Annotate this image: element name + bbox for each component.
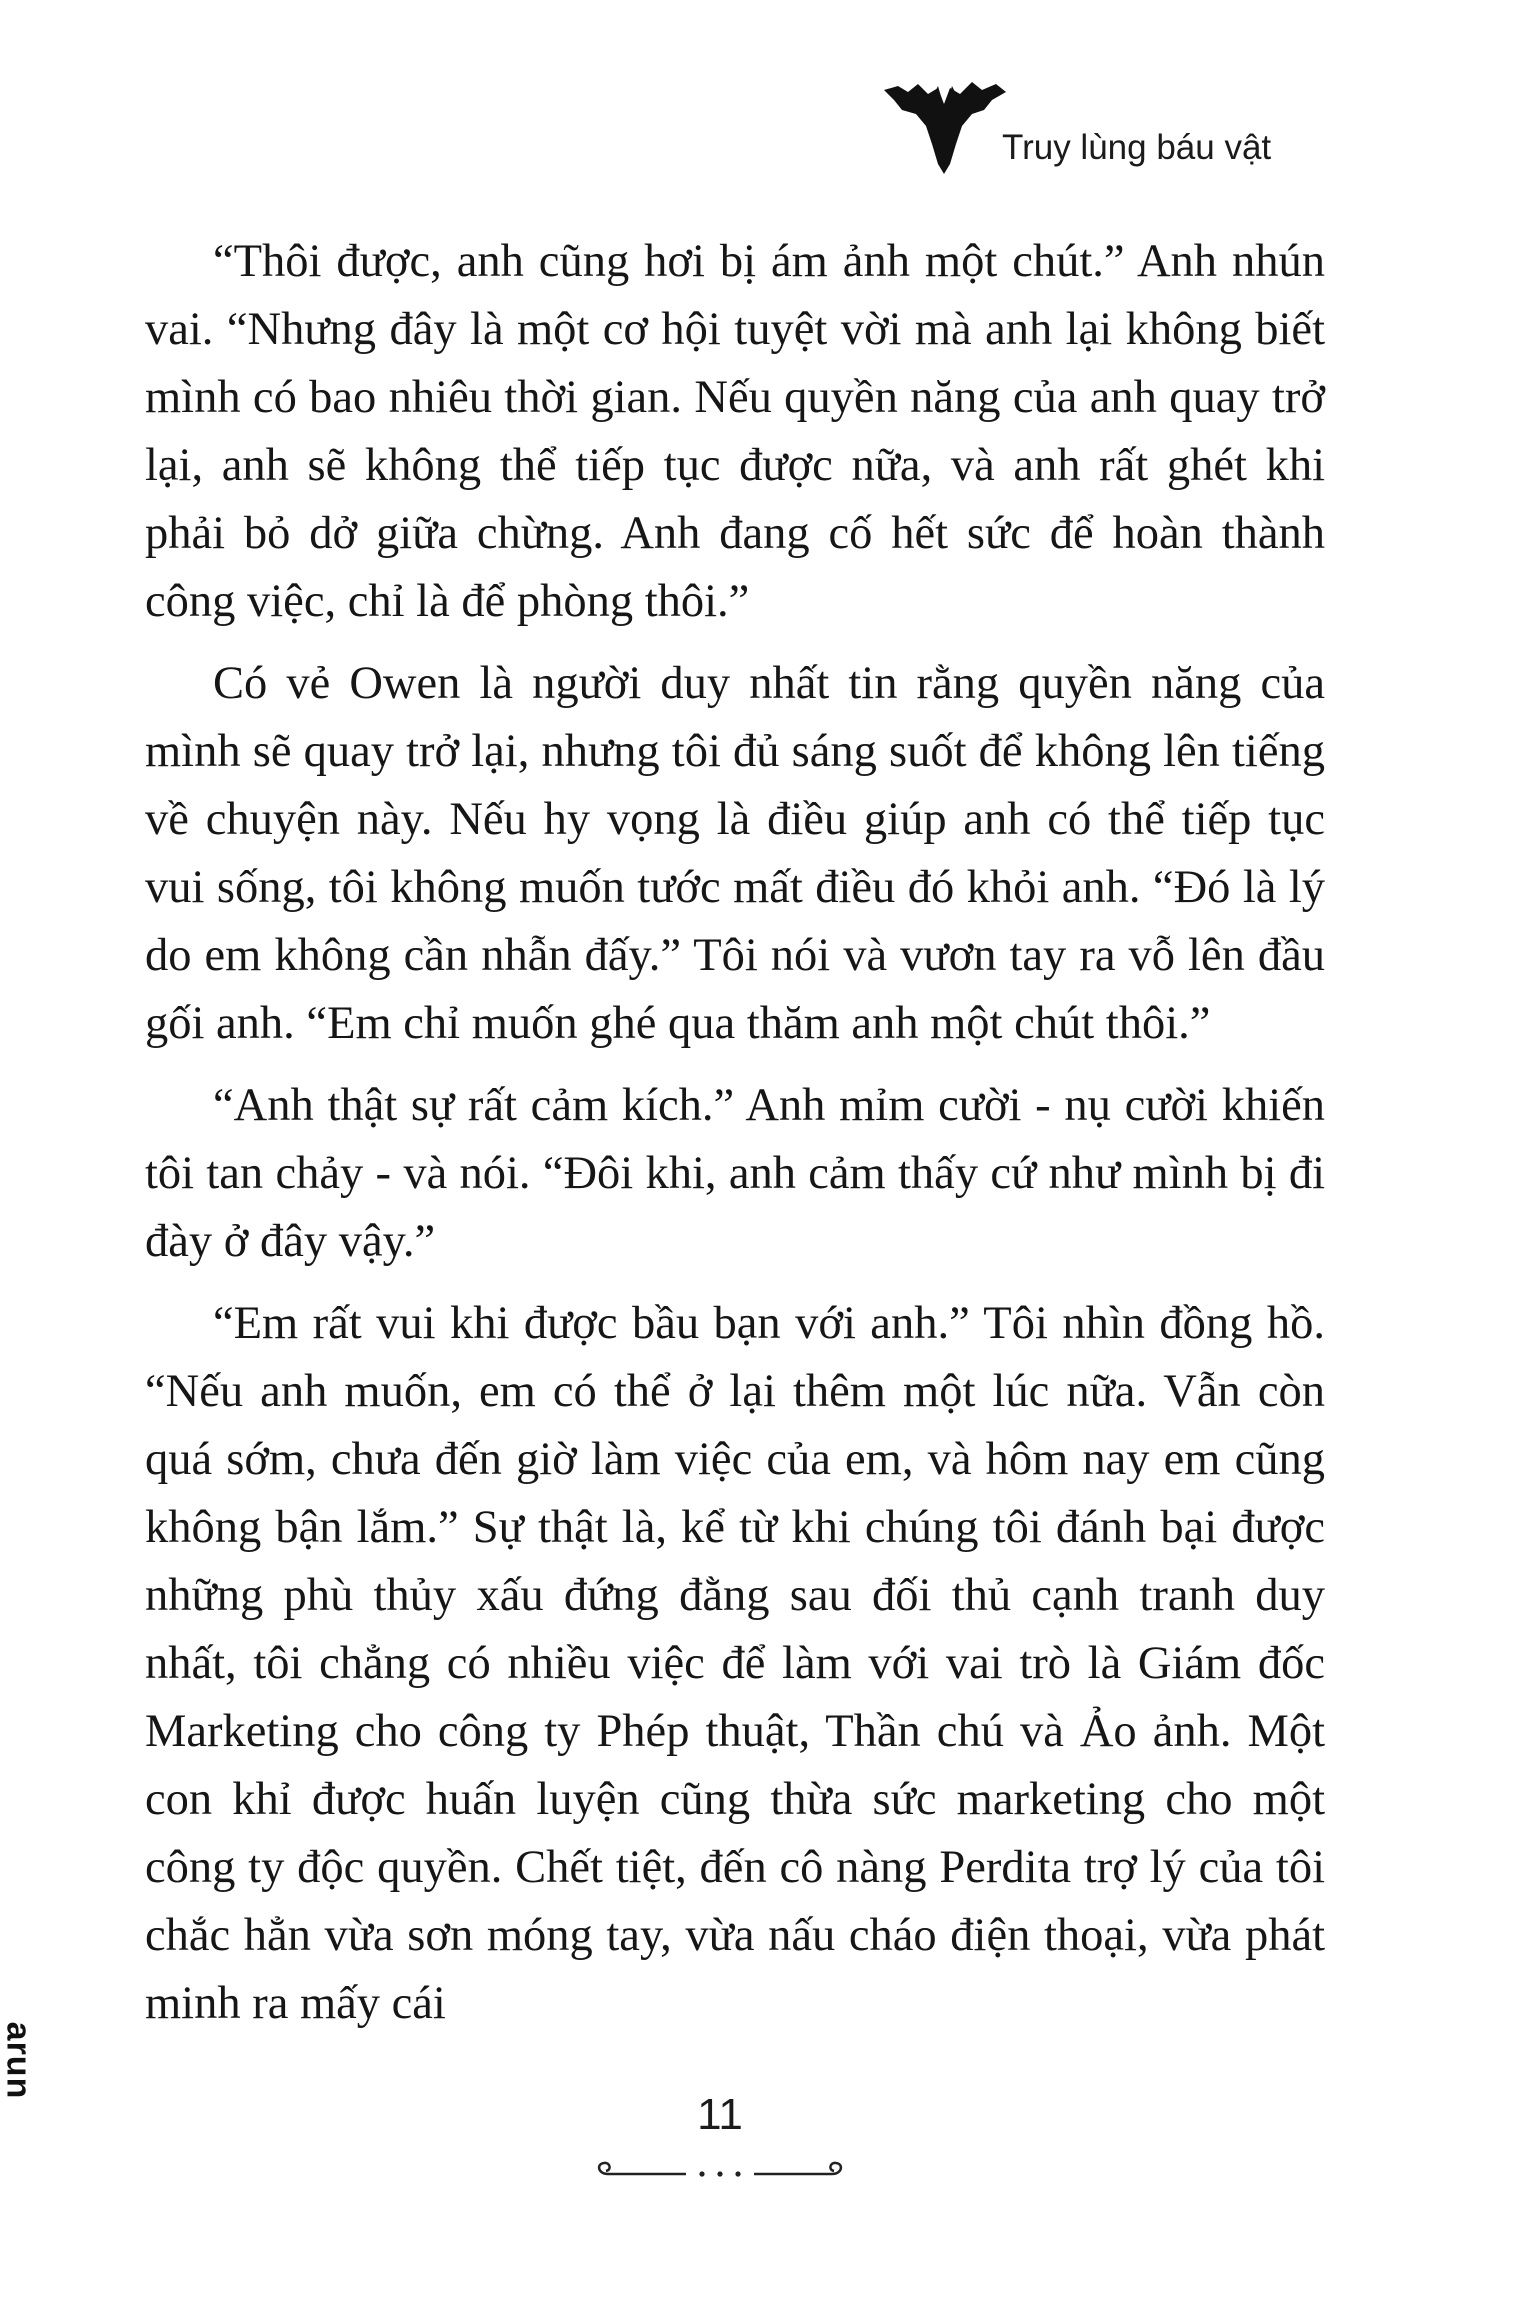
publisher-side-mark: [0, 1985, 40, 2135]
scroll-ornament-icon: [590, 2156, 850, 2186]
paragraph: “Anh thật sự rất cảm kích.” Anh mỉm cười - nụ cười khiến tôi tan chảy - và nói. “Đôi khi, anh cảm thấy cứ như mình bị đi đày ở đây vậy.”: [145, 1080, 1325, 1267]
side-mark-text: arun: [0, 2021, 38, 2099]
paragraph: “Em rất vui khi được bầu bạn với anh.” Tôi nhìn đồng hồ. “Nếu anh muốn, em có thể ở lại thêm một lúc nữa. Vẫn còn quá sớm, chưa đến giờ làm việc của em, và hôm nay em cũng không bận lắm.” Sự thật là, kể từ khi chúng tôi đánh bại được những phù thủy xấu đứng đằng sau đối thủ cạnh tranh duy nhất, tôi chẳng có nhiều việc để làm với vai trò là Giám đốc Marketing cho công ty Phép thuật, Thần chú và Ảo ảnh. Một con khỉ được huấn luyện cũng thừa sức marketing cho một công ty độc quyền. Chết tiệt, đến cô nàng Perdita trợ lý của tôi chắc hẳn vừa sơn móng tay, vừa nấu cháo điện thoại, vừa phát minh ra mấy cái: [145, 1298, 1325, 2029]
body-text: [145, 228, 1325, 2038]
page-number: 11: [697, 2090, 743, 2139]
page-header: [880, 78, 1320, 188]
running-title: Truy lùng báu vật: [1002, 128, 1272, 167]
paragraph: “Thôi được, anh cũng hơi bị ám ảnh một chút.” Anh nhún vai. “Nhưng đây là một cơ hội tuyệt vời mà anh lại không biết mình có bao nhiêu thời gian. Nếu quyền năng của anh quay trở lại, anh sẽ không thể tiếp tục được nữa, và anh rất ghét khi phải bỏ dở giữa chừng. Anh đang cố hết sức để hoàn thành công việc, chỉ là để phòng thôi.”: [145, 236, 1325, 627]
bat-icon: [880, 78, 1010, 178]
paragraph: Có vẻ Owen là người duy nhất tin rằng quyền năng của mình sẽ quay trở lại, nhưng tôi đủ sáng suốt để không lên tiếng về chuyện này. Nếu hy vọng là điều giúp anh có thể tiếp tục vui sống, tôi không muốn tước mất điều đó khỏi anh. “Đó là lý do em không cần nhẫn đấy.” Tôi nói và vươn tay ra vỗ lên đầu gối anh. “Em chỉ muốn ghé qua thăm anh một chút thôi.”: [145, 658, 1325, 1049]
page-footer: [560, 2090, 880, 2220]
